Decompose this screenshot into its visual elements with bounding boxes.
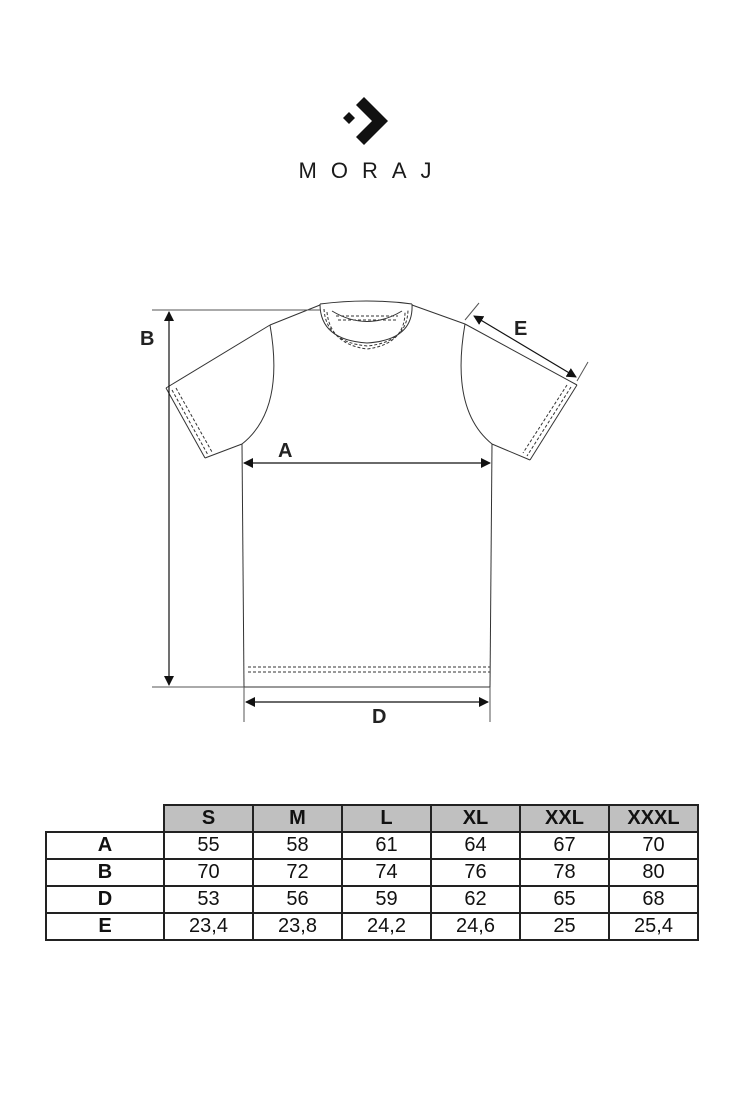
table-cell: 76 — [431, 859, 520, 886]
dimension-label-b: B — [140, 328, 155, 350]
row-label: E — [46, 913, 164, 940]
row-label: B — [46, 859, 164, 886]
column-header-xl: XL — [431, 805, 520, 832]
table-cell: 64 — [431, 832, 520, 859]
table-row — [46, 859, 698, 886]
column-header-l: L — [342, 805, 431, 832]
table-cell: 65 — [520, 886, 609, 913]
row-label: D — [46, 886, 164, 913]
size-chart-table — [45, 804, 699, 941]
table-cell: 55 — [164, 832, 253, 859]
table-cell: 58 — [253, 832, 342, 859]
brand-name: MORAJ — [298, 158, 446, 183]
table-cell: 62 — [431, 886, 520, 913]
table-cell: 24,2 — [342, 913, 431, 940]
table-header-row — [46, 805, 698, 832]
table-cell: 23,4 — [164, 913, 253, 940]
table-cell: 80 — [609, 859, 698, 886]
table-cell: 61 — [342, 832, 431, 859]
dimension-label-d: D — [372, 706, 387, 728]
row-label: A — [46, 832, 164, 859]
table-row — [46, 886, 698, 913]
table-cell: 74 — [342, 859, 431, 886]
table-cell: 25 — [520, 913, 609, 940]
table-cell: 24,6 — [431, 913, 520, 940]
table-cell: 72 — [253, 859, 342, 886]
table-cell: 68 — [609, 886, 698, 913]
table-corner-cell — [46, 805, 164, 832]
table-cell: 56 — [253, 886, 342, 913]
column-header-m: M — [253, 805, 342, 832]
column-header-xxxl: XXXL — [609, 805, 698, 832]
table-row — [46, 913, 698, 940]
table-cell: 70 — [164, 859, 253, 886]
table-cell: 59 — [342, 886, 431, 913]
table-cell: 25,4 — [609, 913, 698, 940]
dimension-label-e: E — [514, 318, 528, 340]
table-cell: 67 — [520, 832, 609, 859]
column-header-s: S — [164, 805, 253, 832]
table-cell: 78 — [520, 859, 609, 886]
table-cell: 53 — [164, 886, 253, 913]
column-header-xxl: XXL — [520, 805, 609, 832]
dimension-label-a: A — [278, 440, 293, 462]
table-cell: 70 — [609, 832, 698, 859]
table-cell: 23,8 — [253, 913, 342, 940]
table-row — [46, 832, 698, 859]
